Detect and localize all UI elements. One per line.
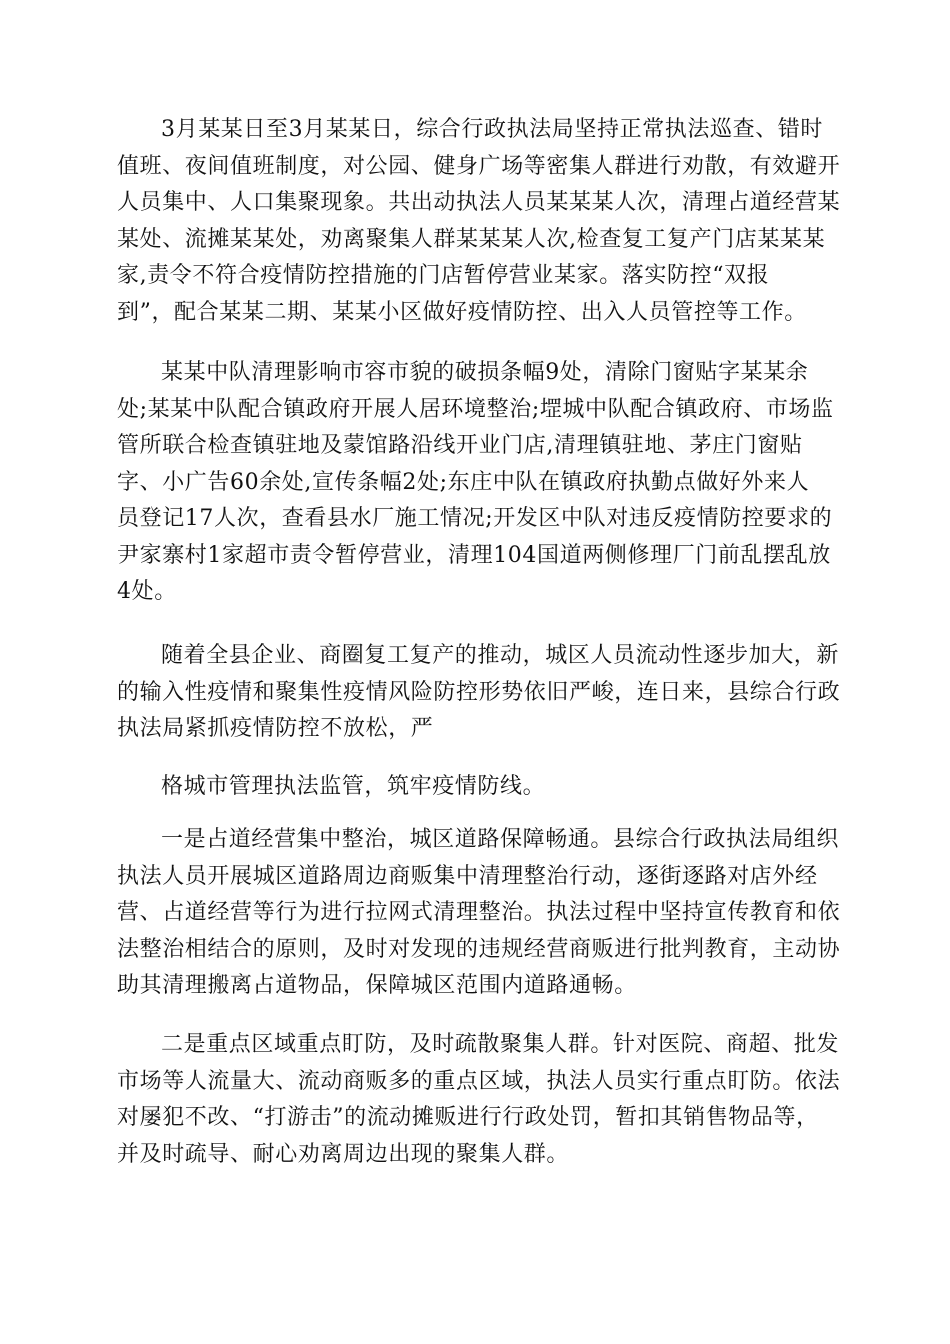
text-line: 值班、夜间值班制度，对公园、健身广场等密集人群进行劝散，有效避开 bbox=[117, 153, 841, 179]
text-line: 人员集中、人口集聚现象。共出动执法人员某某某人次，清理占道经营某 bbox=[117, 190, 841, 215]
text-line: 对屡犯不改、“打游击”的流动摊贩进行行政处罚，暂扣其销售物品等， bbox=[117, 1105, 819, 1130]
text-line: 法整治相结合的原则，及时对发现的违规经营商贩进行批判教育，主动协 bbox=[117, 936, 841, 962]
text-line: 3月某某日至3月某某日，综合行政执法局坚持正常执法巡查、错时 bbox=[161, 117, 823, 142]
text-line: 处;某某中队配合镇政府开展人居环境整治;堽城中队配合镇政府、市场监 bbox=[117, 396, 834, 422]
paragraph-4 bbox=[117, 769, 837, 806]
text-line: 某处、流摊某某处，劝离聚集人群某某某人次,检查复工复产门店某某某 bbox=[117, 226, 826, 252]
text-line: 营、占道经营等行为进行拉网式清理整治。执法过程中坚持宣传教育和依 bbox=[117, 900, 841, 925]
text-line: 尹家寨村1家超市责令暂停营业，清理104国道两侧修理厂门前乱摆乱放 bbox=[117, 542, 831, 568]
text-line: 员登记17人次，查看县水厂施工情况;开发区中队对违反疫情防控要求的 bbox=[117, 506, 833, 531]
paragraph-2 bbox=[117, 355, 837, 611]
text-line: 管所联合检查镇驻地及蒙馆路沿线开业门店,清理镇驻地、茅庄门窗贴 bbox=[117, 433, 803, 458]
text-line: 并及时疏导、耐心劝离周边出现的聚集人群。 bbox=[117, 1141, 570, 1167]
paragraph-6 bbox=[117, 1027, 841, 1173]
text-line: 执法局紧抓疫情防控不放松，严 bbox=[117, 716, 434, 741]
text-line: 市场等人流量大、流动商贩多的重点区域，执法人员实行重点盯防。依法 bbox=[117, 1068, 841, 1094]
text-line: 二是重点区域重点盯防，及时疏散聚集人群。针对医院、商超、批发 bbox=[161, 1032, 840, 1057]
text-line: 家,责令不符合疫情防控措施的门店暂停营业某家。落实防控“双报 bbox=[117, 263, 770, 288]
text-line: 某某中队清理影响市容市貌的破损条幅9处，清除门窗贴字某某余 bbox=[161, 360, 809, 385]
text-line: 随着全县企业、商圈复工复产的推动，城区人员流动性逐步加大，新 bbox=[161, 643, 840, 668]
text-line: 到”，配合某某二期、某某小区做好疫情防控、出入人员管控等工作。 bbox=[117, 299, 807, 325]
text-line: 格城市管理执法监管，筑牢疫情防线。 bbox=[161, 774, 546, 799]
paragraph-1 bbox=[117, 112, 841, 331]
text-line: 一是占道经营集中整治，城区道路保障畅通。县综合行政执法局组织 bbox=[161, 827, 840, 852]
text-line: 执法人员开展城区道路周边商贩集中清理整治行动，逐街逐路对店外经 bbox=[117, 863, 818, 889]
text-line: 4处。 bbox=[117, 579, 177, 604]
text-line: 的输入性疫情和聚集性疫情风险防控形势依旧严峻，连日来，县综合行政 bbox=[117, 679, 841, 705]
paragraph-3 bbox=[117, 638, 841, 748]
text-line: 字、小广告60余处,宣传条幅2处;东庄中队在镇政府执勤点做好外来人 bbox=[117, 469, 810, 495]
paragraph-5 bbox=[117, 822, 841, 1005]
text-line: 助其清理搬离占道物品，保障城区范围内道路通畅。 bbox=[117, 973, 637, 998]
